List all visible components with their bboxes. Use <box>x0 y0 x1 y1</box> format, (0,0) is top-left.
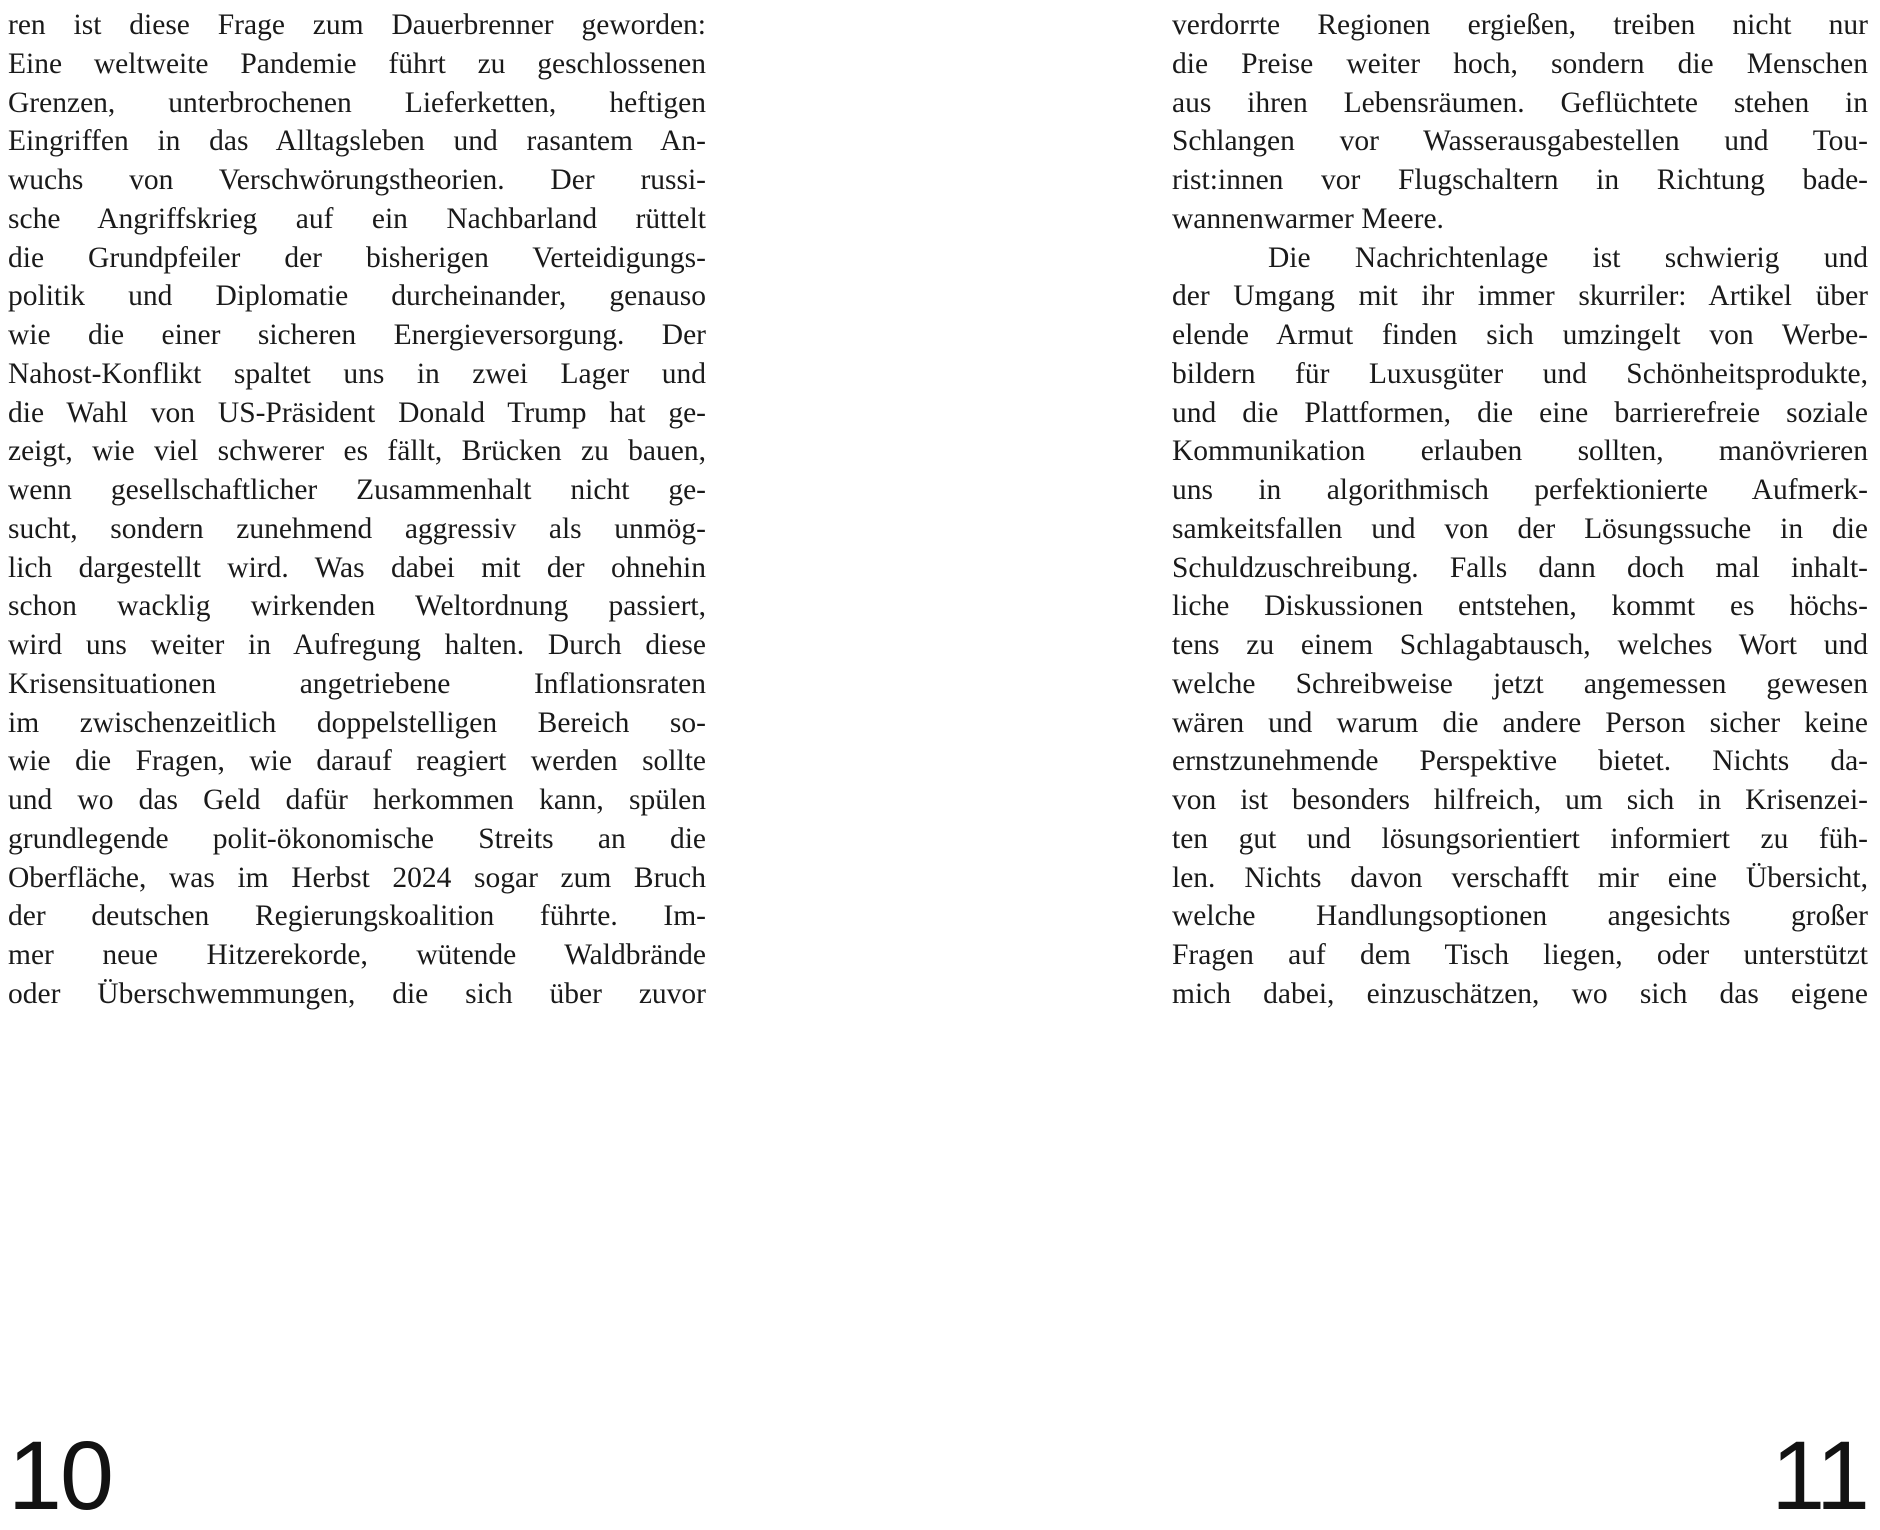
text-line: die Wahl von US-Präsident Donald Trump hat ge- <box>8 396 706 429</box>
text-line: wannenwarmer Meere. <box>1172 202 1444 235</box>
text-line: der deutschen Regierungskoalition führte. Im- <box>8 900 706 933</box>
text-line: liche Diskussionen entstehen, kommt es höchs- <box>1172 590 1868 623</box>
text-line: zeigt, wie viel schwerer es fällt, Brücken zu bauen, <box>8 435 706 468</box>
text-line: mer neue Hitzerekorde, wütende Waldbrände <box>8 939 706 971</box>
text-line: Eingriffen in das Alltagsleben und rasantem An- <box>8 125 706 158</box>
text-line: Nahost-Konflikt spaltet uns in zwei Lager und <box>8 357 706 390</box>
text-line: wird uns weiter in Aufregung halten. Durch diese <box>8 629 706 661</box>
text-line: Fragen auf dem Tisch liegen, oder unterstützt <box>1172 939 1868 971</box>
text-line: samkeitsfallen und von der Lösungssuche in die <box>1172 512 1868 545</box>
text-line: ernstzunehmende Perspektive bietet. Nichts da- <box>1172 745 1868 778</box>
text-line: Kommunikation erlauben sollten, manövrieren <box>1172 435 1868 468</box>
text-line: von ist besonders hilfreich, um sich in Krisenzei- <box>1172 784 1868 816</box>
text-line: bildern für Luxusgüter und Schönheitsprodukte, <box>1172 357 1868 390</box>
text-line: mich dabei, einzuschätzen, wo sich das eigene <box>1172 977 1868 1010</box>
text-line: Grenzen, unterbrochenen Lieferketten, heftigen <box>8 86 706 119</box>
text-line: schon wacklig wirkenden Weltordnung passiert, <box>8 590 706 623</box>
text-line: oder Überschwemmungen, die sich über zuvor <box>8 977 706 1010</box>
right-page-text-column <box>1172 6 1868 1014</box>
text-line: aus ihren Lebensräumen. Geflüchtete stehen in <box>1172 86 1868 119</box>
text-line: die Preise weiter hoch, sondern die Menschen <box>1172 47 1868 80</box>
text-line: wenn gesellschaftlicher Zusammenhalt nicht ge- <box>8 474 706 506</box>
text-line: Oberfläche, was im Herbst 2024 sogar zum Bruch <box>8 861 706 894</box>
text-line: wären und warum die andere Person sicher keine <box>1172 706 1868 739</box>
text-line: im zwischenzeitlich doppelstelligen Bereich so- <box>8 706 706 739</box>
text-line: ten gut und lösungsorientiert informiert zu füh- <box>1172 822 1868 855</box>
text-line: lich dargestellt wird. Was dabei mit der ohnehin <box>8 551 706 584</box>
text-line: wuchs von Verschwörungstheorien. Der russi- <box>8 164 706 196</box>
text-line: Schlangen vor Wasserausgabestellen und Tou- <box>1172 125 1868 158</box>
text-line: tens zu einem Schlagabtausch, welches Wort und <box>1172 629 1868 661</box>
text-line: Krisensituationen angetriebene Inflationsraten <box>8 667 706 700</box>
text-line: die Grundpfeiler der bisherigen Verteidigungs- <box>8 241 706 274</box>
text-line: politik und Diplomatie durcheinander, genauso <box>8 280 706 313</box>
text-line: und wo das Geld dafür herkommen kann, spülen <box>8 784 706 816</box>
text-line: wie die Fragen, wie darauf reagiert werden sollte <box>8 745 706 778</box>
text-line: welche Schreibweise jetzt angemessen gewesen <box>1172 667 1868 700</box>
text-line: len. Nichts davon verschafft mir eine Übersicht, <box>1172 861 1868 894</box>
text-line: welche Handlungsoptionen angesichts großer <box>1172 900 1868 933</box>
text-line: Schuldzuschreibung. Falls dann doch mal inhalt- <box>1172 551 1868 584</box>
text-line: wie die einer sicheren Energieversorgung. Der <box>8 319 706 351</box>
text-line: sche Angriffskrieg auf ein Nachbarland rüttelt <box>8 202 706 235</box>
text-line: rist:innen vor Flugschaltern in Richtung bade- <box>1172 164 1868 196</box>
text-line: ren ist diese Frage zum Dauerbrenner geworden: <box>8 9 706 41</box>
text-line: verdorrte Regionen ergießen, treiben nicht nur <box>1172 9 1868 41</box>
left-page-number: 10 <box>8 1421 112 1530</box>
text-line: sucht, sondern zunehmend aggressiv als unmög- <box>8 512 706 545</box>
left-page-text-column <box>8 6 706 1014</box>
text-line: uns in algorithmisch perfektionierte Aufmerk- <box>1172 474 1868 506</box>
text-line: Die Nachrichtenlage ist schwierig und <box>1268 241 1868 274</box>
text-line: grundlegende polit-ökonomische Streits an die <box>8 822 706 855</box>
text-line: der Umgang mit ihr immer skurriler: Artikel über <box>1172 280 1868 313</box>
text-line: Eine weltweite Pandemie führt zu geschlossenen <box>8 47 706 80</box>
right-page-number: 11 <box>1771 1421 1868 1530</box>
text-line: elende Armut finden sich umzingelt von Werbe- <box>1172 319 1868 351</box>
text-line: und die Plattformen, die eine barrierefreie soziale <box>1172 396 1868 429</box>
